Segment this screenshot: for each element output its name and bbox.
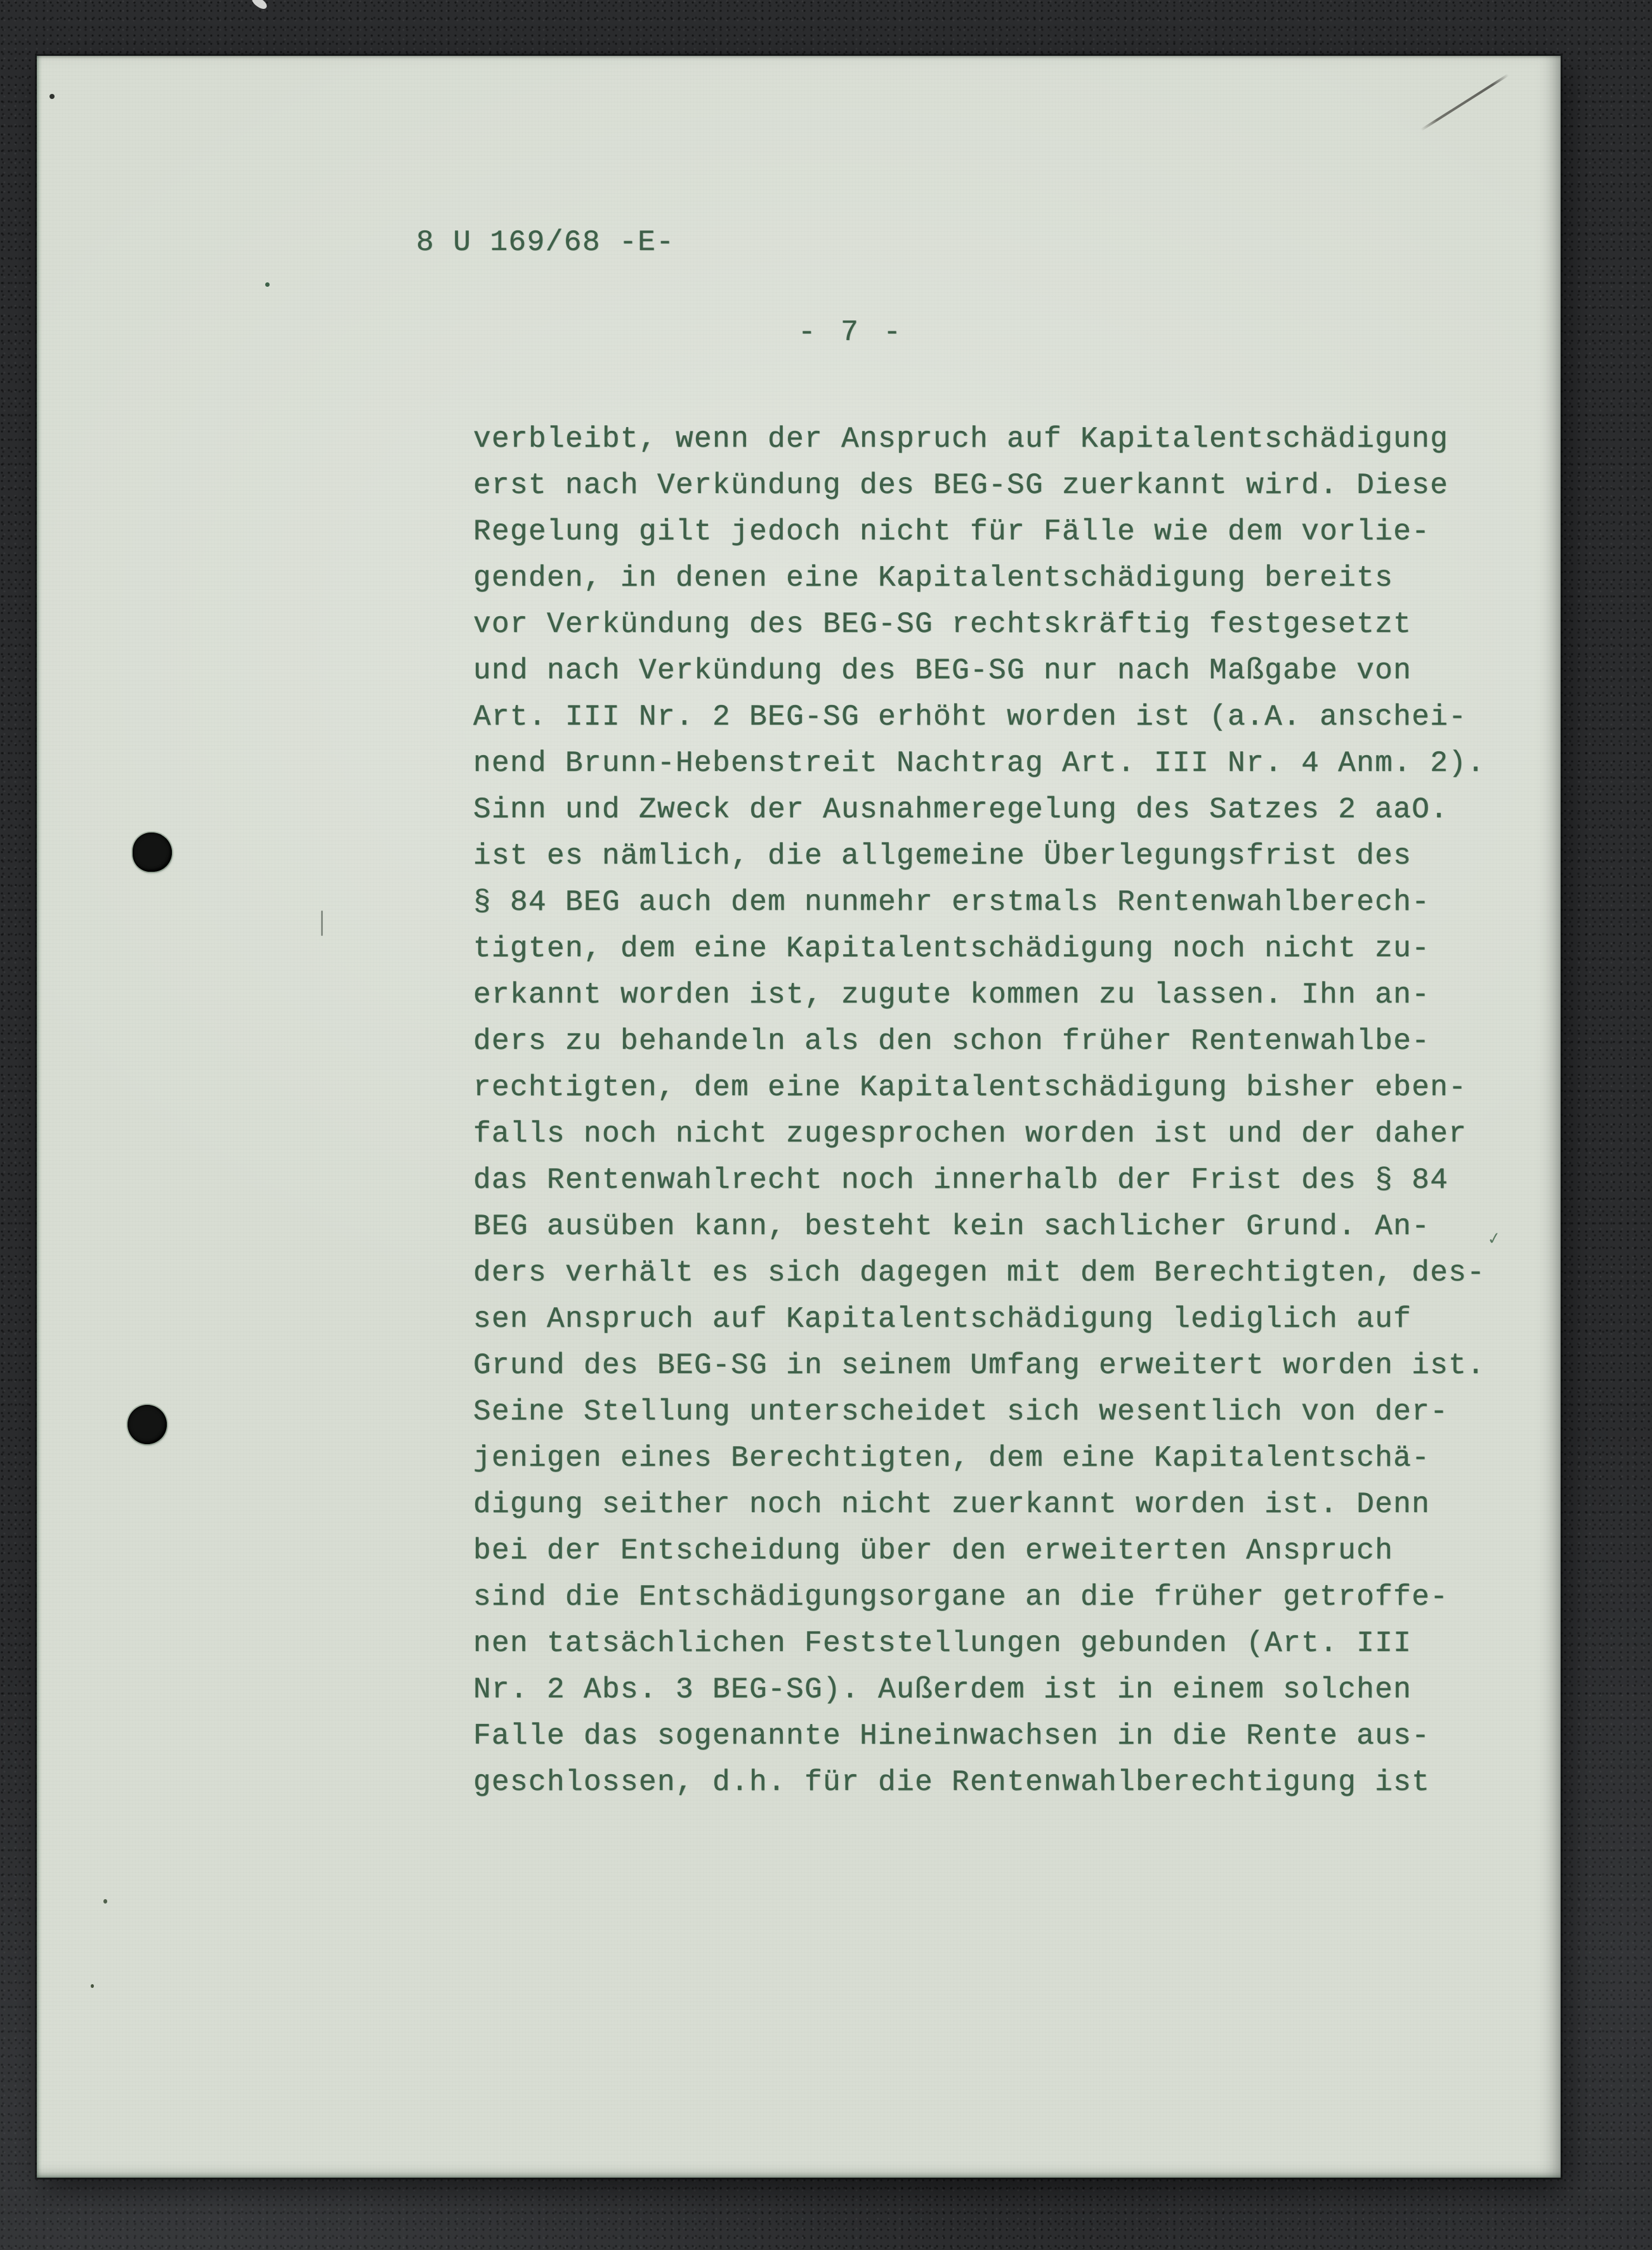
body-text <box>473 416 1539 1806</box>
white-edge-mark <box>251 0 269 11</box>
body-text-line: Seine Stellung unterscheidet sich wesentlich von der- <box>473 1395 1449 1428</box>
paper-speck <box>49 94 55 99</box>
body-text-line: sen Anspruch auf Kapitalentschädigung lediglich auf <box>473 1303 1412 1336</box>
body-text-line: verbleibt, wenn der Anspruch auf Kapitalentschädigung <box>473 423 1449 456</box>
body-text-line: bei der Entscheidung über den erweiterten Anspruch <box>473 1534 1394 1567</box>
paper-speck <box>103 1899 107 1904</box>
body-text-line: falls noch nicht zugesprochen worden ist und der daher <box>473 1117 1467 1150</box>
document-paper <box>37 56 1561 2178</box>
body-text-line: Falle das sogenannte Hineinwachsen in die Rente aus- <box>473 1720 1431 1753</box>
punch-hole-bottom <box>128 1405 167 1444</box>
pencil-stroke-mark <box>1420 74 1509 131</box>
paper-speck <box>91 1984 94 1988</box>
body-text-line: Sinn und Zweck der Ausnahmeregelung des Satzes 2 aaO. <box>473 793 1449 826</box>
body-text-line: nend Brunn-Hebenstreit Nachtrag Art. III Nr. 4 Anm. 2). <box>473 747 1486 780</box>
body-text-line: vor Verkündung des BEG-SG rechtskräftig festgesetzt <box>473 608 1412 641</box>
body-text-line: und nach Verkündung des BEG-SG nur nach Maßgabe von <box>473 654 1412 687</box>
punch-hole-top <box>133 832 172 872</box>
body-text-line: Regelung gilt jedoch nicht für Fälle wie dem vorlie- <box>473 515 1431 548</box>
body-text-line: jenigen eines Berechtigten, dem eine Kapitalentschä- <box>473 1442 1431 1475</box>
pencil-tick-mark <box>321 911 323 936</box>
body-text-line: Art. III Nr. 2 BEG-SG erhöht worden ist (a.A. anschei- <box>473 701 1467 734</box>
body-text-line: erst nach Verkündung des BEG-SG zuerkannt wird. Diese <box>473 469 1449 502</box>
body-text-line: sind die Entschädigungsorgane an die früher getroffe- <box>473 1581 1449 1614</box>
body-text-line: genden, in denen eine Kapitalentschädigung bereits <box>473 562 1394 595</box>
body-text-line: geschlossen, d.h. für die Rentenwahlberechtigung ist <box>473 1766 1431 1799</box>
body-text-line: ders zu behandeln als den schon früher Rentenwahlbe- <box>473 1025 1431 1058</box>
body-text-line: ist es nämlich, die allgemeine Überlegungsfrist des <box>473 839 1412 872</box>
body-text-line: rechtigten, dem eine Kapitalentschädigung bisher eben- <box>473 1071 1467 1104</box>
body-text-line: das Rentenwahlrecht noch innerhalb der Frist des § 84 <box>473 1164 1449 1197</box>
body-text-line: nen tatsächlichen Feststellungen gebunden (Art. III <box>473 1627 1412 1660</box>
body-text-line: digung seither noch nicht zuerkannt worden ist. Denn <box>473 1488 1431 1521</box>
body-text-line: erkannt worden ist, zugute kommen zu lassen. Ihn an- <box>473 978 1431 1011</box>
paper-speck <box>265 282 270 287</box>
body-text-line: tigten, dem eine Kapitalentschädigung noch nicht zu- <box>473 932 1431 965</box>
pencil-check-mark: ✓ <box>1486 1228 1502 1252</box>
body-text-line: BEG ausüben kann, besteht kein sachlicher Grund. An- <box>473 1210 1431 1243</box>
body-text-line: Nr. 2 Abs. 3 BEG-SG). Außerdem ist in einem solchen <box>473 1673 1412 1706</box>
body-text-line: Grund des BEG-SG in seinem Umfang erweitert worden ist. <box>473 1349 1486 1382</box>
page-number: - 7 - <box>798 316 905 349</box>
body-text-line: § 84 BEG auch dem nunmehr erstmals Rentenwahlberech- <box>473 886 1431 919</box>
body-text-line: ders verhält es sich dagegen mit dem Berechtigten, des- <box>473 1256 1486 1289</box>
case-reference: 8 U 169/68 -E- <box>416 226 675 259</box>
